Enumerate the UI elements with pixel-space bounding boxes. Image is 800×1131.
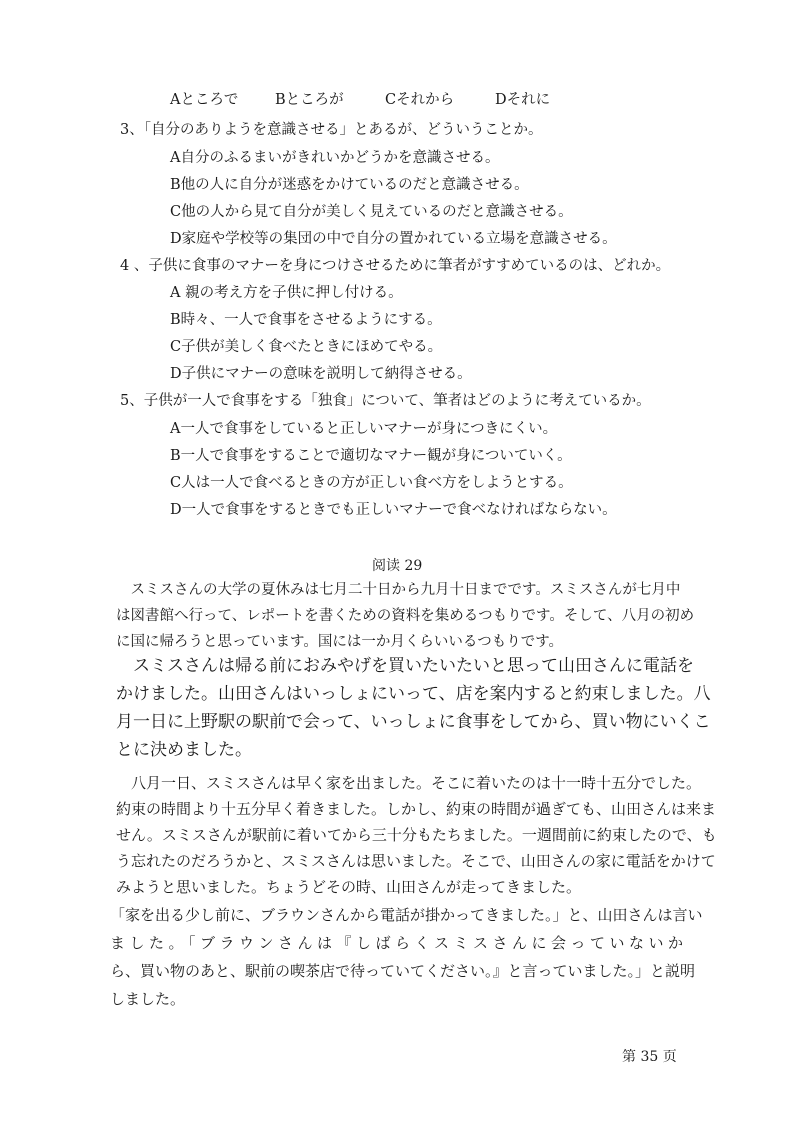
q5-option-a: A一人で食事をしていると正しいマナーが身につきにくい。 (170, 421, 558, 437)
page-number: 第 35 页 (622, 1049, 677, 1065)
para4-line: ました。「ブラウンさんは『しばらくスミスさんに会っていないか (110, 934, 688, 952)
para2-line: とに決めました。 (116, 740, 252, 760)
q4-option-a: A 親の考え方を子供に押し付ける。 (170, 285, 403, 301)
q3-option-c: C他の人から見て自分が美しく見えているのだと意識させる。 (170, 204, 573, 220)
q5-option-b: B一人で食事をすることで適切なマナー観が身についていく。 (170, 448, 572, 464)
q2-choices (0, 90, 800, 110)
q5-option-d: D一人で食事をするときでも正しいマナーで食べなければならない。 (170, 502, 617, 518)
q2-choice-d: Dそれに (495, 92, 551, 108)
q5-option-c: C人は一人で食べるときの方が正しい食べ方をしようとする。 (170, 475, 573, 491)
q2-choice-c: Cそれから (385, 92, 455, 108)
reading-title: 阅读 29 (372, 558, 423, 574)
para4-line: しました。 (110, 990, 186, 1008)
para1-line: は図書館へ行って、レポートを書くための資料を集めるつもりです。そして、八月の初め (116, 608, 695, 624)
q2-choice-b: Bところが (275, 92, 344, 108)
para3-line: う忘れたのだろうかと、スミスさんは思いました。そこで、山田さんの家に電話をかけて (116, 852, 716, 870)
para1-line: スミスさんの大学の夏休みは七月二十日から九月十日までです。スミスさんが七月中 (116, 582, 681, 598)
para4-line: ら、買い物のあと、駅前の喫茶店で待っていてください。』と言っていました。」と説明 (110, 962, 696, 980)
para2-line: かけました。山田さんはいっしょにいって、店を案内すると約束しました。八 (116, 684, 711, 704)
q3-question: 3、「自分のありようを意識させる」とあるが、どういうことか。 (120, 122, 543, 138)
para1-line: に国に帰ろうと思っています。国には一か月くらいいるつもりです。 (116, 634, 564, 650)
q5-question: 5、子供が一人で食事をする「独食」について、筆者はどのように考えているか。 (120, 393, 651, 409)
q2-choice-a: Aところで (170, 92, 239, 108)
q3-option-b: B他の人に自分が迷惑をかけているのだと意識させる。 (170, 177, 529, 193)
q3-option-a: A自分のふるまいがきれいかどうかを意識させる。 (170, 150, 500, 166)
para2-line: 月一日に上野駅の駅前で会って、いっしょに食事をしてから、買い物にいくこ (116, 712, 711, 732)
q4-question: 4 、子供に食事のマナーを身につけさせるために筆者がすすめているのは、どれか。 (120, 258, 671, 274)
para3-line: みようと思いました。ちょうどその時、山田さんが走ってきました。 (116, 878, 582, 896)
q3-option-d: D家庭や学校等の集団の中で自分の置かれている立場を意識させる。 (170, 231, 617, 247)
para3-line: 八月一日、スミスさんは早く家を出ました。そこに着いたのは十一時十五分でした。 (116, 774, 702, 792)
para3-line: せん。スミスさんが駅前に着いてから三十分もたちました。一週間前に約束したので、も (116, 826, 717, 844)
q4-option-c: C子供が美しく食べたときにほめてやる。 (170, 339, 443, 355)
para3-line: 約束の時間より十五分早く着きました。しかし、約束の時間が過ぎても、山田さんは来ま (116, 800, 717, 818)
para2-line: スミスさんは帰る前におみやげを買いたいたいと思って山田さんに電話を (116, 656, 694, 676)
q4-option-d: D子供にマナーの意味を説明して納得させる。 (170, 366, 472, 382)
para4-line: 「家を出る少し前に、ブラウンさんから電話が掛かってきました。」と、山田さんは言い (110, 906, 703, 924)
q4-option-b: B時々、一人で食事をさせるようにする。 (170, 312, 442, 328)
